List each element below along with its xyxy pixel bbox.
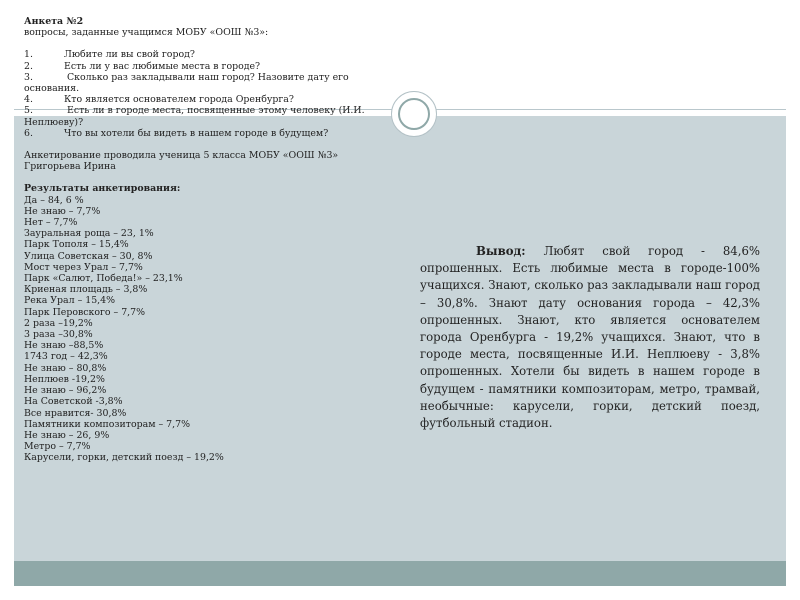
result-item: Улица Советская – 30, 8%	[24, 250, 153, 262]
question-item	[24, 72, 389, 94]
question-item	[24, 94, 389, 105]
result-item: Парк «Салют, Победа!» – 23,1%	[24, 273, 183, 285]
result-item: Памятники композиторам – 7,7%	[24, 418, 190, 430]
question-text: Сколько раз закладывали наш город? Назовите дату его основания.	[24, 71, 349, 95]
result-item: Парк Перовского – 7,7%	[24, 306, 146, 318]
result-item: Криеная площадь – 3,8%	[24, 284, 148, 296]
result-item: Все нравится- 30,8%	[24, 407, 127, 419]
result-item: Нет – 7,7%	[24, 217, 78, 229]
results-list	[24, 195, 389, 464]
result-item: Парк Тополя – 15,4%	[24, 239, 129, 251]
question-number: 1.	[24, 49, 33, 61]
result-item: Не знаю – 96,2%	[24, 385, 107, 397]
result-item: Карусели, горки, детский поезд – 19,2%	[24, 452, 224, 464]
question-number: 6.	[24, 127, 33, 139]
question-list	[24, 49, 389, 139]
question-item	[24, 128, 389, 139]
conclusion-block	[420, 243, 760, 432]
result-item: Мост через Урал – 7,7%	[24, 261, 143, 273]
slide	[14, 13, 786, 586]
result-item: 3 раза –30,8%	[24, 329, 93, 341]
conducted-by-name: Григорьева Ирина	[24, 161, 116, 173]
question-number: 4.	[24, 94, 33, 106]
question-text: Есть ли у вас любимые места в городе?	[64, 60, 261, 72]
conducted-by-line: Анкетирование проводила ученица 5 класса МОБУ «ООШ №3»	[24, 150, 339, 162]
conclusion-text: Любят свой город - 84,6% опрошенных. Есть любимые места в городе-100% учащихся. Знают, сколько раз закладывали наш город – 30,8%. Знают дату основания города – 42,3% опрошенных. Знают, кто является основателем города Оренбурга - 19,2% учащихся. Знают, что в городе места, посвященные И.И. Неплюеву - 3,8% опрошенных. Хотели бы видеть в нашем городе в будущем - памятники композиторам, метро, трамвай, необычные: карусели, горки, детский поезд, футбольный стадион.	[420, 244, 760, 431]
decorative-ring	[398, 98, 430, 130]
result-item: Зауральная роща – 23, 1%	[24, 228, 154, 240]
question-number: 5.	[24, 105, 33, 117]
results-title: Результаты анкетирования:	[24, 183, 181, 195]
question-item	[24, 49, 389, 60]
question-item	[24, 105, 389, 127]
decorative-circle-icon	[391, 91, 437, 137]
question-number: 2.	[24, 60, 33, 72]
result-item: Неплюев -19,2%	[24, 373, 105, 385]
result-item: Не знаю – 80,8%	[24, 362, 107, 374]
result-item: Река Урал – 15,4%	[24, 295, 116, 307]
survey-title: Анкета №2	[24, 16, 84, 27]
question-text: Что вы хотели бы видеть в нашем городе в будущем?	[64, 127, 329, 139]
question-number: 3.	[24, 71, 33, 83]
conclusion-label: Вывод:	[476, 244, 526, 258]
question-item	[24, 61, 389, 72]
result-item: На Советской -3,8%	[24, 396, 123, 408]
survey-block	[24, 16, 389, 464]
result-item: 1743 год – 42,3%	[24, 351, 108, 363]
result-item: Да – 84, 6 %	[24, 194, 84, 206]
footer-band	[14, 561, 786, 586]
result-item: 2 раза –19,2%	[24, 317, 93, 329]
result-item: Не знаю – 7,7%	[24, 205, 101, 217]
survey-subtitle: вопросы, заданные учащимся МОБУ «ООШ №3»:	[24, 27, 269, 39]
question-text: Кто является основателем города Оренбурга?	[64, 94, 294, 106]
question-text: Любите ли вы свой город?	[64, 49, 195, 61]
question-text: Есть ли в городе места, посвященные этому человеку (И.И. Неплюеву)?	[24, 105, 365, 128]
result-item: Не знаю –88,5%	[24, 340, 104, 352]
result-item: Не знаю – 26, 9%	[24, 429, 110, 441]
result-item: Метро – 7,7%	[24, 441, 91, 453]
